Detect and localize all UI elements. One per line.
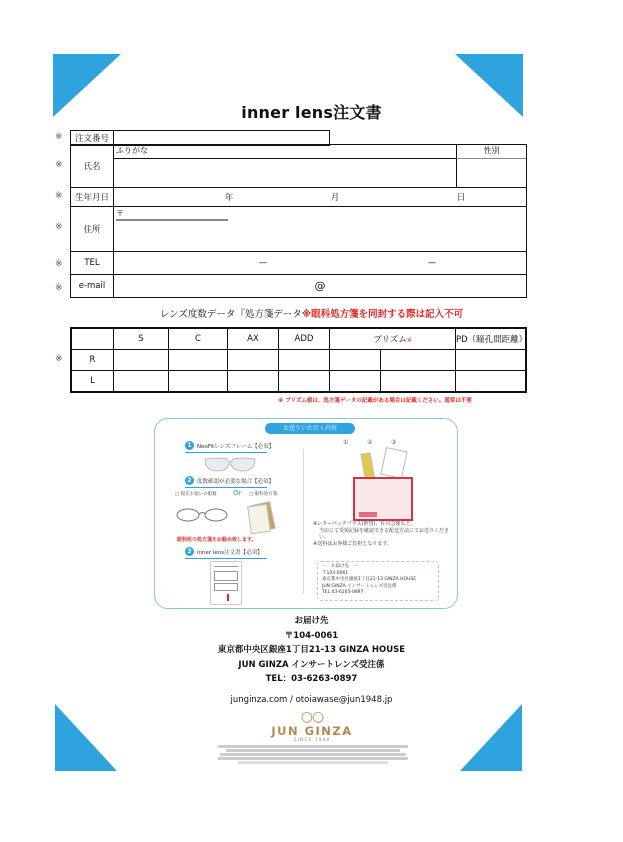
prescription-paper-icon [247,504,271,535]
lens-header-s: S [114,329,169,350]
step-number-icon: 3 [185,547,194,556]
dob-label: 生年月日 [71,188,114,206]
gender-label: 性別 [456,145,526,159]
delivery-street: 東京都中央区銀座1丁目21-13 GINZA HOUSE [217,645,406,655]
guide-divider [303,449,304,594]
logo-since: SINCE 1948 [293,738,331,743]
shipping-note: ※レターパックプラス(推奨)、佐川急便など、 当店にて受領記録を確認できる配送方法にてお送りください。 ※送料はお客様ご負担となります。 [313,521,450,547]
lens-cell-l-s[interactable] [114,371,169,392]
email-at-sign: @ [314,279,326,293]
lens-data-title-text: レンズ度数データ『処方箋データ [159,309,302,320]
lens-frame-illustration [203,455,257,473]
lens-cell-r-s[interactable] [114,350,169,371]
guide-pill-label: お送りいただく内容 [265,423,355,434]
lens-header-c: C [169,329,228,350]
guide-step-3 [185,547,263,556]
email-field[interactable] [114,275,526,297]
lens-header-ax: AX [228,329,279,350]
lens-row-label: R [72,350,114,371]
order-number-field[interactable] [114,131,329,145]
step-underline [185,558,267,559]
lens-cell-r-c[interactable] [169,350,228,371]
circled-number: ① [343,439,349,446]
dob-day-label: 日 [456,193,466,203]
lens-header-pd: PD（瞳孔間距離） [456,329,526,350]
tel-row [71,252,526,275]
lens-cell-l-prism-2[interactable] [381,371,456,392]
lens-data-title [0,306,623,320]
delivery-zip: 〒104-0061 [284,630,339,641]
corner-triangle-bottom-right [460,704,522,771]
required-mark: ※ [55,222,63,232]
dob-row [71,188,526,207]
order-number-label: 注文番号 [71,131,114,145]
corner-triangle-bottom-left [55,704,117,771]
required-mark: ※ [55,354,63,364]
shipping-guide-panel [154,418,458,609]
lens-cell-l-c[interactable] [169,371,228,392]
lens-cell-r-add[interactable] [279,350,330,371]
lens-cell-r-ax[interactable] [228,350,279,371]
required-mark: ※ [55,283,63,293]
tel-label: TEL [71,252,114,274]
fine-print [218,744,408,765]
prism-note: ※ プリズム値は、処方箋データの記載がある場合は記載ください。通常は不要 [278,398,472,404]
lens-data-table [70,327,527,393]
lens-header-add: ADD [279,329,330,350]
furigana-field[interactable] [114,145,456,159]
glasses-logo-icon: ○○ [300,709,324,725]
step-underline [185,452,267,453]
step-number-icon: 1 [185,441,194,450]
prescription-recommendation: 眼科医の処方箋をお勧め致します。 [177,537,257,543]
lens-data-warning: ※眼科処方箋を同封する際は記入不可 [301,309,464,320]
lens-cell-l-add[interactable] [279,371,330,392]
lens-row-right [72,350,526,371]
guide-step-1 [185,441,274,450]
postal-mark: 〒 [116,209,124,218]
website-and-email[interactable]: junginza.com / otoiawase@jun1948.jp [230,694,393,705]
guide-step-2 [185,476,274,485]
lens-cell-l-ax[interactable] [228,371,279,392]
name-row [71,145,526,188]
step-underline [185,487,267,488]
jun-ginza-logo [252,710,372,743]
required-mark: ※ [55,132,63,142]
lens-header-prism [330,329,456,350]
lens-cell-l-pd[interactable] [456,371,526,392]
page-title: inner lens注文書 [241,103,382,122]
name-field[interactable] [114,159,456,187]
guide-address-box: － お届け先 － 〒104-0061 東京都中央区銀座1丁目21-13 GINZA HOUSE JUN GINZA インサートレンズ受注係 TEL 03-6263-0897 [317,561,439,601]
lens-cell-r-pd[interactable] [456,350,526,371]
option-prescription: □ 眼科処方箋 [249,492,278,497]
prism-required-mark: ※ [406,337,412,344]
step-1-text: NeoFitレンズフレーム【必須】 [197,443,275,450]
dob-month-label: 月 [330,193,340,203]
option-glasses: □ 現在お使いの眼鏡 [175,492,217,497]
document-illustration [380,447,407,479]
required-mark: ※ [55,259,63,269]
lens-header-row [72,329,526,350]
eyeglasses-illustration [175,506,231,524]
lens-cell-l-prism-1[interactable] [330,371,381,392]
step-3-text: inner lens注文書【必須】 [197,549,263,556]
step-2-text: 度数確認が必要な場合【必須】 [197,478,275,485]
dob-field[interactable] [114,188,526,206]
customer-info-table [70,144,527,298]
prism-label: プリズム [373,335,407,345]
dob-year-label: 年 [224,193,234,203]
delivery-tel: TEL：03-6263-0897 [265,674,358,684]
tel-separator: — [258,258,268,268]
tel-separator: — [427,258,437,268]
required-mark: ※ [55,191,63,201]
delivery-heading: お届け先 [294,616,329,626]
option-or: Or [233,489,242,497]
address-row [71,207,526,252]
tel-field[interactable] [114,252,526,274]
order-form-thumbnail [210,561,242,605]
step-number-icon: 2 [185,476,194,485]
lens-cell-r-prism-1[interactable] [330,350,381,371]
lens-header-blank [72,329,114,350]
letter-pack-icon [353,477,413,521]
lens-row-left [72,371,526,392]
delivery-department: JUN GINZA インサートレンズ受注係 [238,659,385,670]
name-label: 氏名 [71,145,114,187]
delivery-address [0,614,623,707]
gender-field[interactable] [456,159,526,187]
circled-number: ② [367,439,373,446]
postal-code-underline [116,219,228,221]
email-row [71,275,526,297]
lens-cell-r-prism-2[interactable] [381,350,456,371]
email-label: e-mail [71,275,114,297]
logo-brand: JUN GINZA [271,724,353,738]
address-label: 住所 [71,207,114,251]
address-field[interactable] [114,207,526,251]
required-mark: ※ [55,160,63,170]
lens-row-label: L [72,371,114,392]
furigana-label: ふりがな [116,146,148,155]
circled-number: ③ [391,439,397,446]
